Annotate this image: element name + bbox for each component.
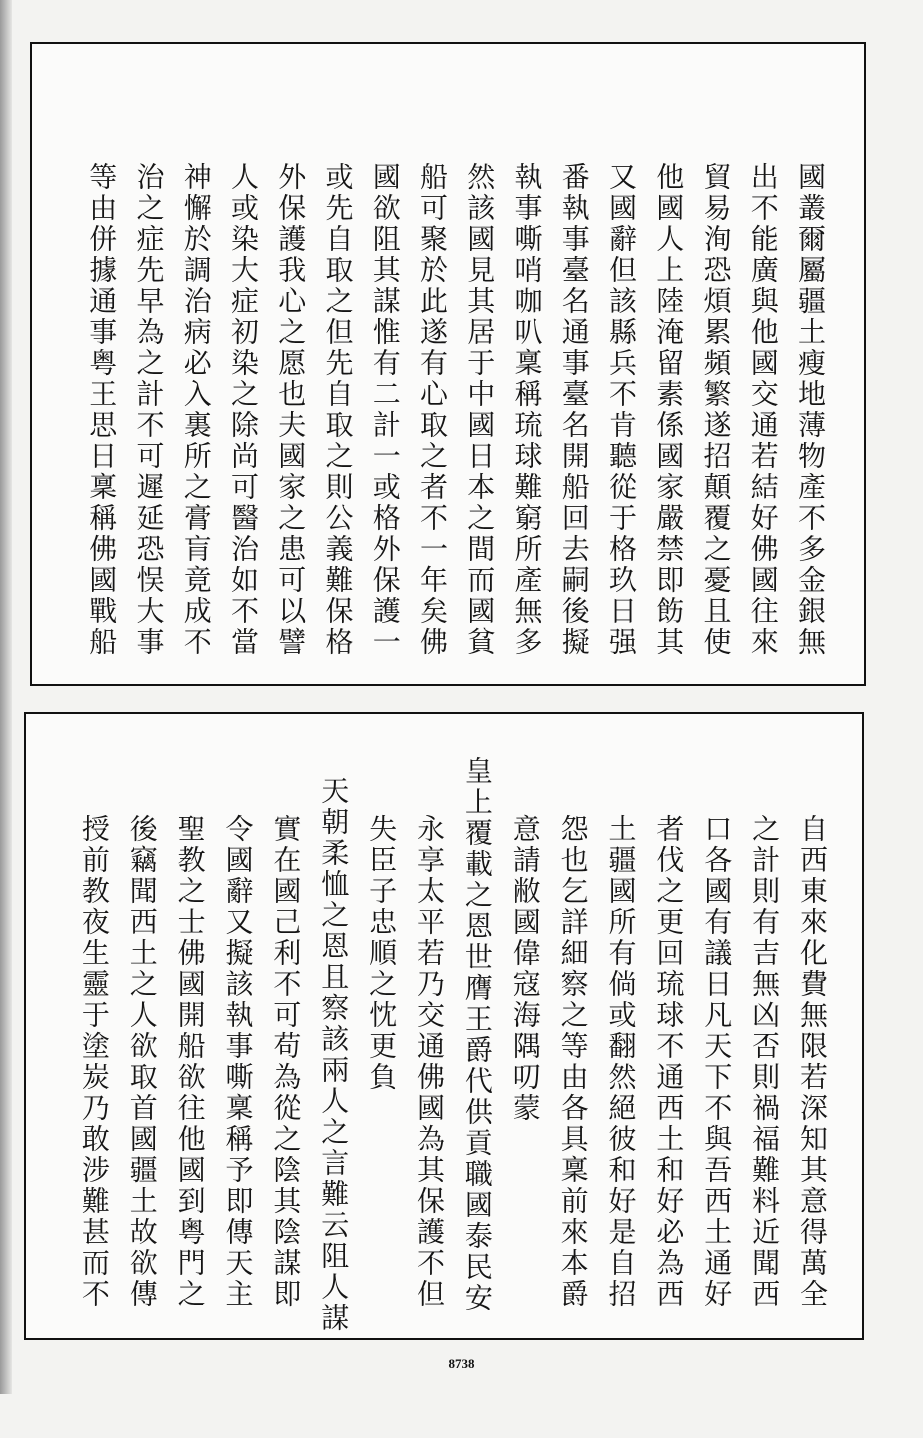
text-column: 自西東來化費無限若深知其意得萬全 — [796, 814, 829, 1310]
text-column: 實在國己利不可苟為從之陰其陰謀即 — [269, 814, 303, 1310]
scan-edge-shadow — [0, 0, 12, 1394]
text-column: 國叢爾屬疆土瘦地薄物產不多金銀無 — [794, 162, 827, 658]
text-column: 或先自取之但先自取之則公義難保格 — [321, 162, 355, 658]
text-column-raised: 天朝柔恤之恩且察該兩人之言難云阻人謀 — [317, 776, 351, 1334]
text-column: 失臣子忠順之忱更負 — [365, 814, 399, 1093]
text-column: 意請敝國偉寇海隅叨蒙 — [508, 814, 542, 1124]
text-column: 又國辭但該縣兵不肯聽從于格玖日强 — [605, 162, 638, 658]
text-column: 之計則有吉無凶否則禍福難料近聞西 — [748, 814, 782, 1310]
text-column: 貿易洵恐煩累頻繁遂招顛覆之憂且使 — [699, 162, 733, 658]
text-column: 授前教夜生靈于塗炭乃敢涉難甚而不 — [77, 814, 111, 1310]
text-columns-bottom — [26, 714, 862, 1338]
text-column: 出不能廣與他國交通若結好佛國往來 — [746, 162, 780, 658]
text-column: 外保護我心之愿也夫國家之患可以譬 — [274, 162, 308, 658]
text-column: 者伐之更回琉球不通西土和好必為西 — [652, 814, 686, 1310]
manuscript-panel-bottom — [24, 712, 864, 1340]
text-column: 永享太平若乃交通佛國為其保護不但 — [413, 814, 446, 1310]
text-columns-top — [32, 44, 864, 684]
text-column: 等由併據通事粤王思日稟稱佛國戰船 — [85, 162, 119, 658]
text-column: 口各國有議日凡天下不與吾西土通好 — [700, 814, 734, 1310]
text-column: 土疆國所有倘或翻然絕彼和好是自招 — [604, 814, 638, 1310]
text-column: 治之症先早為之計不可遲延恐悮大事 — [132, 162, 166, 658]
text-column: 船可聚於此遂有心取之者不一年矣佛 — [416, 162, 449, 658]
text-column: 執事嘶哨咖叭稟稱琉球難窮所產無多 — [510, 162, 544, 658]
text-column: 然該國見其居于中國日本之間而國貧 — [463, 162, 497, 658]
text-column: 後竊聞西土之人欲取首國疆土故欲傳 — [125, 814, 159, 1310]
manuscript-panel-top — [30, 42, 866, 686]
text-column: 他國人上陸淹留素係國家嚴禁即飭其 — [652, 162, 686, 658]
text-column: 怨也乞詳細察之等由各具稟前來本爵 — [556, 814, 590, 1310]
text-column: 聖教之士佛國開船欲往他國到粤門之 — [173, 814, 207, 1310]
text-column: 令國辭又擬該執事嘶稟稱予即傳天主 — [221, 814, 255, 1310]
text-column: 神懈於調治病必入裏所之膏肓竟成不 — [179, 162, 213, 658]
text-column: 番執事臺名通事臺名開船回去嗣後擬 — [557, 162, 591, 658]
text-column-raised: 皇上覆載之恩世膺王爵代供貢職國泰民安 — [460, 756, 494, 1314]
text-column: 人或染大症初染之除尚可醫治如不當 — [227, 162, 260, 658]
page-number: 8738 — [448, 1356, 475, 1371]
text-column: 國欲阻其謀惟有二計一或格外保護一 — [368, 162, 402, 658]
